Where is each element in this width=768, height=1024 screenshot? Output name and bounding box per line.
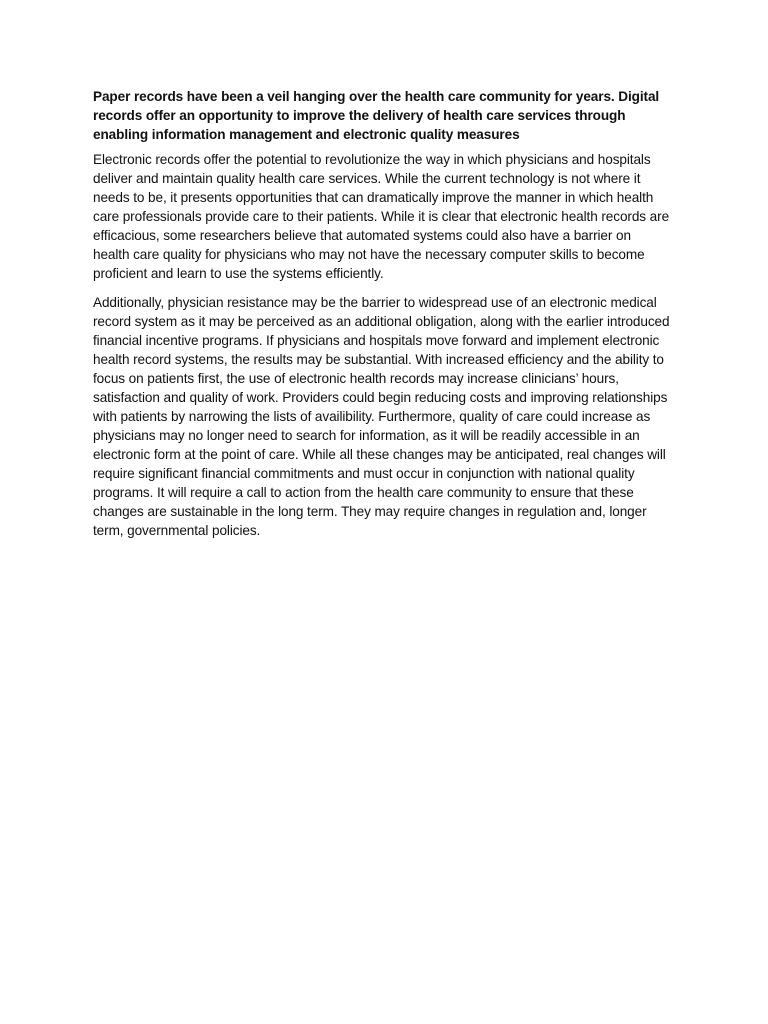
document-page [93, 87, 671, 550]
paragraph-1: Electronic records offer the potential to revolutionize the way in which physicians and hospitals deliver and maintain quality health care services. While the current technology is not where it needs to be, it presents opportunities that can dramatically improve the manner in which health care professionals provide care to their patients. While it is clear that electronic health records are efficacious, some researchers believe that automated systems could also have a barrier on health care quality for physicians who may not have the necessary computer skills to become proficient and learn to use the systems efficiently. [93, 152, 670, 281]
paragraph-2: Additionally, physician resistance may be the barrier to widespread use of an electronic medical record system as it may be perceived as an additional obligation, along with the earlier introduced financial incentive programs. If physicians and hospitals move forward and implement electronic health record systems, the results may be substantial. With increased efficiency and the ability to focus on patients first, the use of electronic health records may increase clinicians’ hours, satisfaction and quality of work. Providers could begin reducing costs and improving relationships with patients by narrowing the lists of availibility. Furthermore, quality of care could increase as physicians may no longer need to search for information, as it will be readily accessible in an electronic form at the point of care. While all these changes may be anticipated, real changes will require significant financial commitments and must occur in conjunction with national quality programs. It will require a call to action from the health care community to ensure that these changes are sustainable in the long term. They may require changes in regulation and, longer term, governmental policies. [93, 295, 670, 538]
document-heading: Paper records have been a veil hanging over the health care community for years. Digital records offer an opportunity to improve the delivery of health care services through enabling information management and electronic quality measures [93, 89, 660, 142]
